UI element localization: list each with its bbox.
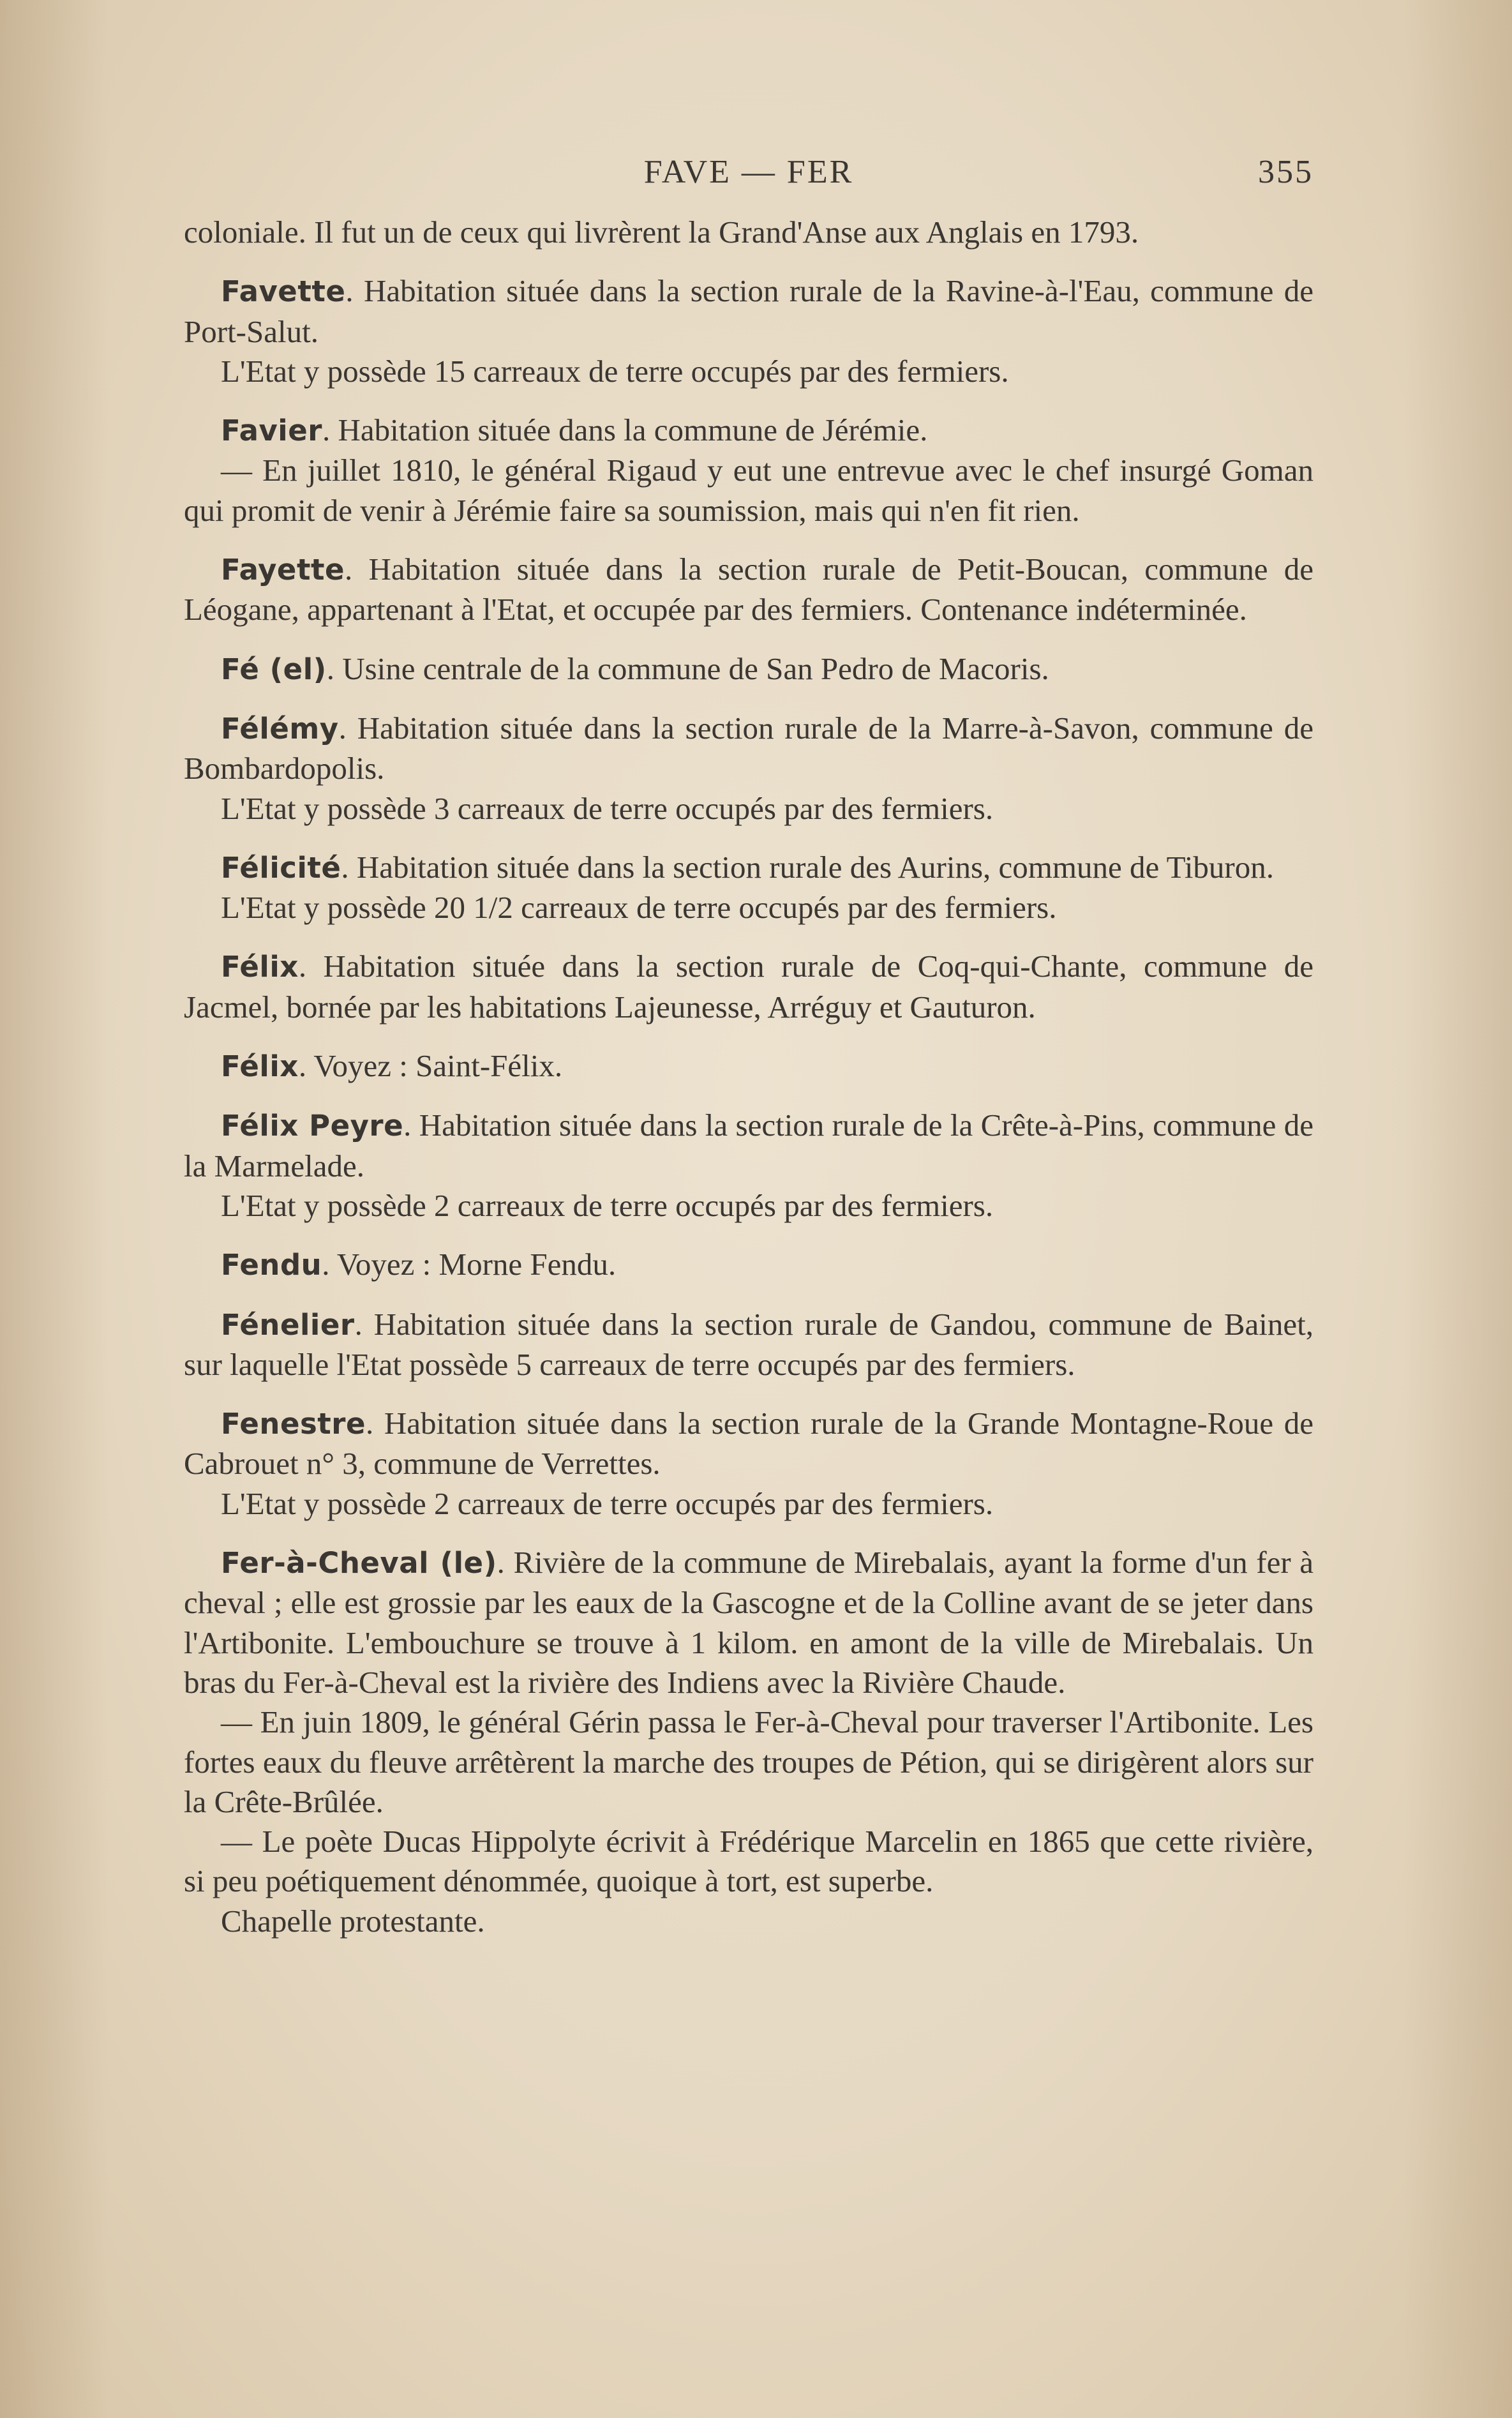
headword: Félix: [221, 1049, 299, 1084]
paragraph: [184, 1305, 1314, 1385]
headword: Favette: [221, 274, 346, 309]
paragraph: L'Etat y possède 2 carreaux de terre occupés par des fermiers.: [221, 1187, 994, 1223]
intro-continuation: [184, 213, 1314, 252]
paragraph: [184, 271, 1314, 352]
paragraph: coloniale. Il fut un de ceux qui livrèrent la Grand'Anse aux Anglais en 1793.: [184, 214, 1139, 250]
entry-favette: [184, 271, 1314, 391]
headword: Favier: [221, 414, 322, 448]
paragraph: Chapelle protestante.: [221, 1903, 485, 1939]
left-page-shadow: [0, 0, 109, 2418]
paragraph: [184, 1245, 1314, 1285]
entry-text: . Voyez : Morne Fendu.: [322, 1247, 617, 1282]
headword: Fénelier: [221, 1307, 355, 1342]
headword: Félicité: [221, 850, 341, 885]
entry-text: . Habitation située dans la section rurale de Petit-Boucan, commune de Léogane, appartenant à l'Etat, et occupée par des fermiers. Contenance indéterminée.: [184, 552, 1314, 627]
entry-fenestre: [184, 1404, 1314, 1524]
entry-text: . Habitation située dans la section rurale de Coq-qui-Chante, commune de Jacmel, bornée par les habitations Lajeunesse, Arréguy et Gauturon.: [184, 949, 1314, 1025]
paragraph: L'Etat y possède 3 carreaux de terre occupés par des fermiers.: [221, 790, 994, 826]
entry-text: . Habitation située dans la commune de Jérémie.: [322, 412, 928, 448]
paragraph: — En juillet 1810, le général Rigaud y eut une entrevue avec le chef insurgé Goman qui promit de venir à Jérémie faire sa soumission, mais qui n'en fit rien.: [184, 453, 1314, 528]
entry-text: . Habitation située dans la section rurale de la Grande Montagne-Roue de Cabrouet n° 3, commune de Verrettes.: [184, 1406, 1314, 1482]
entry-fayette: [184, 550, 1314, 630]
paragraph: [184, 1543, 1314, 1702]
headword: Félix Peyre: [221, 1109, 404, 1143]
entry-text: . Habitation située dans la section rurale de la Marre-à-Savon, commune de Bombardopolis.: [184, 710, 1314, 786]
headword: Félix: [221, 950, 299, 984]
entry-fer-a-cheval: [184, 1543, 1314, 1941]
page-number: 355: [1258, 154, 1314, 190]
paragraph: L'Etat y possède 2 carreaux de terre occupés par des fermiers.: [221, 1485, 994, 1521]
headword: Fenestre: [221, 1407, 366, 1441]
entry-text: . Habitation située dans la section rurale de Gandou, commune de Bainet, sur laquelle l'Etat possède 5 carreaux de terre occupés par des fermiers.: [184, 1306, 1314, 1382]
headword: Félémy: [221, 711, 339, 746]
entry-felix-voyez: [184, 1046, 1314, 1086]
running-head-title: FAVE — FER: [643, 154, 854, 190]
entry-text: . Usine centrale de la commune de San Pedro de Macoris.: [326, 650, 1049, 686]
paragraph: [184, 550, 1314, 630]
entry-felix: [184, 947, 1314, 1027]
entry-felicite: [184, 848, 1314, 928]
paragraph: — En juin 1809, le général Gérin passa le Fer-à-Cheval pour traverser l'Artibonite. Les fortes eaux du fleuve arrêtèrent la marche des troupes de Pétion, qui se dirigèrent alors sur la Crête-Brûlée.: [184, 1704, 1314, 1819]
paragraph: [184, 1046, 1314, 1086]
entry-felemy: [184, 709, 1314, 829]
paragraph: — Le poète Ducas Hippolyte écrivit à Frédérique Marcelin en 1865 que cette rivière, si peu poétiquement dénommée, quoique à tort, est superbe.: [184, 1824, 1314, 1899]
entry-favier: [184, 410, 1314, 530]
paragraph: [184, 410, 1314, 451]
paragraph: [184, 649, 1314, 689]
paragraph: [184, 848, 1314, 888]
headword: Fé (el): [221, 652, 327, 686]
paragraph: [184, 1106, 1314, 1186]
paragraph: [184, 1404, 1314, 1484]
paragraph: [184, 947, 1314, 1027]
entry-fendu: [184, 1245, 1314, 1285]
right-page-shadow: [1403, 0, 1512, 2418]
entry-text: . Voyez : Saint-Félix.: [298, 1048, 563, 1084]
paragraph: L'Etat y possède 20 1/2 carreaux de terre occupés par des fermiers.: [221, 890, 1057, 926]
paragraph: [184, 709, 1314, 789]
entry-fe-el: [184, 649, 1314, 689]
entry-text: . Habitation située dans la section rurale de la Crête-à-Pins, commune de la Marmelade.: [184, 1108, 1314, 1183]
entry-felix-peyre: [184, 1106, 1314, 1226]
headword: Fayette: [221, 553, 345, 587]
headword: Fendu: [221, 1248, 322, 1282]
running-head: [184, 153, 1314, 204]
headword: Fer-à-Cheval (le): [221, 1546, 497, 1581]
entry-fenelier: [184, 1305, 1314, 1385]
entry-text: . Habitation située dans la section rurale de la Ravine-à-l'Eau, commune de Port-Salut.: [184, 273, 1314, 349]
entry-text: . Habitation située dans la section rurale des Aurins, commune de Tiburon.: [341, 849, 1274, 885]
paragraph: L'Etat y possède 15 carreaux de terre occupés par des fermiers.: [221, 353, 1009, 389]
entry-text: . Rivière de la commune de Mirebalais, ayant la forme d'un fer à cheval ; elle est grossie par les eaux de la Gascogne et de la Colline avant de se jeter dans l'Artibonite. L'embouchure se trouve à 1 kilom. en amont de la ville de Mirebalais. Un bras du Fer-à-Cheval est la rivière des Indiens avec la Rivière Chaude.: [184, 1545, 1314, 1700]
text-body: [184, 213, 1314, 1960]
